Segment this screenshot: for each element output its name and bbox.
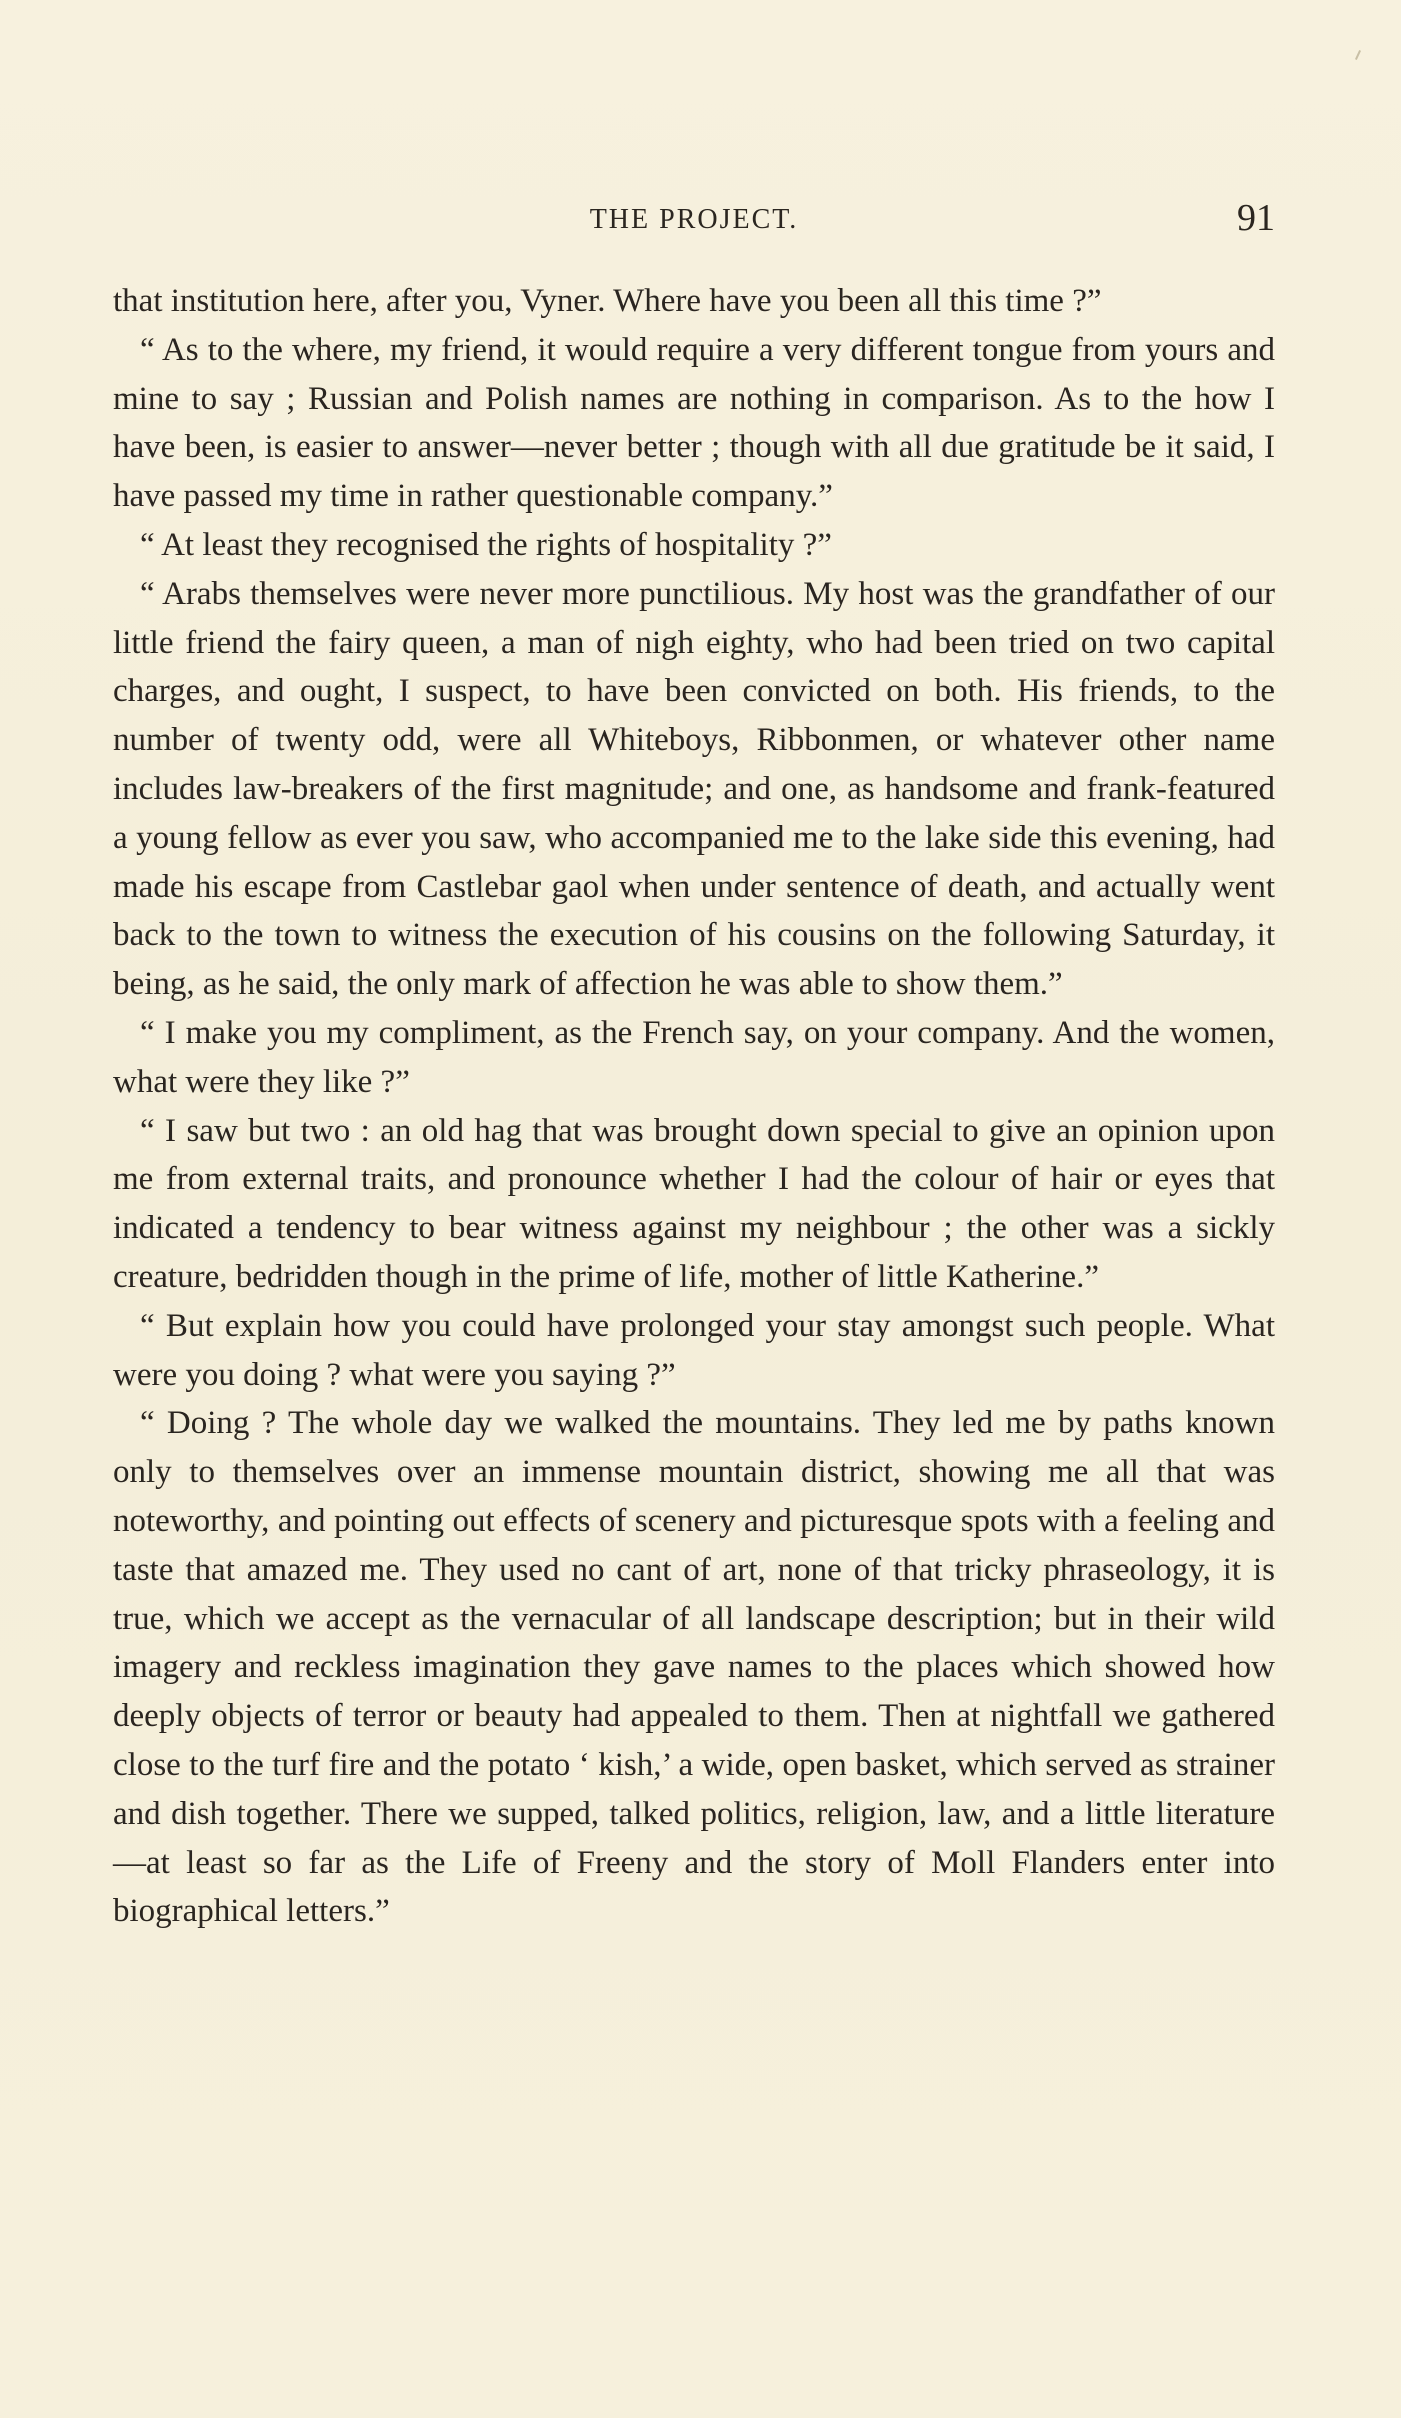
paragraph: “ At least they recognised the rights of hospitality ?” (140, 526, 832, 563)
body-text (113, 277, 1275, 1936)
running-head (113, 196, 1275, 248)
paragraph: “ I make you my compliment, as the French say, on your company. And the women, what were they like ?” (113, 1014, 1275, 1100)
paper-speck (1355, 50, 1361, 60)
paragraph: “ As to the where, my friend, it would require a very different tongue from yours and mine to say ; Russian and Polish names are nothing in comparison. As to the how I have been, is easier to answer—never better ; though with all due gratitude be it said, I have passed my time in rather questionable company.” (113, 331, 1275, 515)
paragraph: “ Doing ? The whole day we walked the mountains. They led me by paths known only to themselves over an immense mountain district, showing me all that was noteworthy, and pointing out effects of scenery and picturesque spots with a feeling and taste that amazed me. They used no cant of art, none of that tricky phraseology, it is true, which we accept as the vernacular of all landscape description; but in their wild imagery and reckless imagination they gave names to the places which showed how deeply objects of terror or beauty had appealed to them. Then at nightfall we gathered close to the turf fire and the potato ‘ kish,’ a wide, open basket, which served as strainer and dish together. There we supped, talked politics, religion, law, and a little literature—at least so far as the Life of Freeny and the story of Moll Flanders enter into biographical letters.” (113, 1405, 1275, 1930)
paragraph-continued: that institution here, after you, Vyner. Where have you been all this time ?” (113, 283, 1102, 319)
paragraph: “ I saw but two : an old hag that was brought down special to give an opinion upon me from external traits, and pronounce whether I had the colour of hair or eyes that indicated a tendency to bear witness against my neighbour ; the other was a sickly creature, bedridden though in the prime of life, mother of little Katherine.” (113, 1112, 1275, 1295)
page-number: 91 (1237, 197, 1275, 239)
paragraph: “ Arabs themselves were never more punctilious. My host was the grandfather of our little friend the fairy queen, a man of nigh eighty, who had been tried on two capital charges, and ought, I suspect, to have been convicted on both. His friends, to the number of twenty odd, were all Whiteboys, Ribbonmen, or whatever other name includes law-breakers of the first magnitude; and one, as handsome and frank-featured a young fellow as ever you saw, who accompanied me to the lake side this evening, had made his escape from Castlebar gaol when under sentence of death, and actually went back to the town to witness the execution of his cousins on the following Saturday, it being, as he said, the only mark of affection he was able to show them.” (113, 575, 1275, 1003)
running-title: THE PROJECT. (589, 204, 799, 235)
paragraph: “ But explain how you could have prolonged your stay amongst such people. What were you doing ? what were you saying ?” (113, 1307, 1275, 1393)
